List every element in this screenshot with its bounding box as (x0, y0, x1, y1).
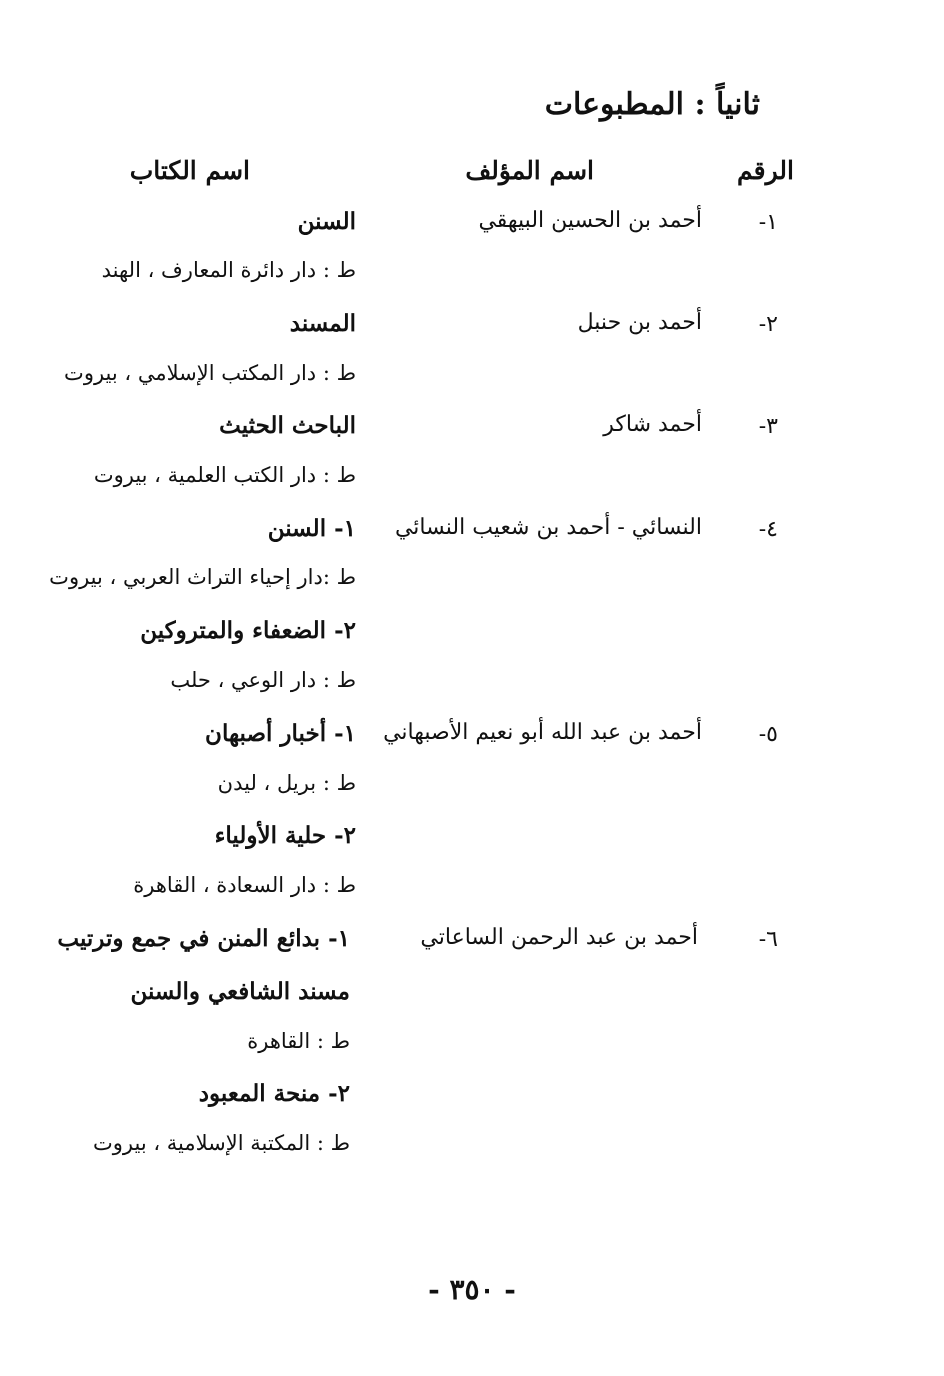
author-name: أحمد بن عبد الله أبو نعيم الأصبهاني (383, 720, 702, 745)
entry-number: ٤- (758, 517, 778, 542)
book-title: ١- السنن (267, 515, 356, 542)
publisher-info: ط : المكتبة الإسلامية ، بيروت (92, 1131, 350, 1155)
book-title: المسند (289, 310, 356, 337)
book-title: ٢- منحة المعبود (198, 1080, 350, 1107)
entry-number: ١- (758, 210, 778, 235)
entry-number: ٢- (758, 312, 778, 337)
publisher-info: ط : دار الكتب العلمية ، بيروت (93, 463, 356, 487)
author-name: أحمد بن حنبل (577, 310, 702, 335)
header-author: اسم المؤلف (465, 156, 594, 185)
entry-number: ٦- (758, 927, 778, 952)
book-title-continued: مسند الشافعي والسنن (130, 978, 350, 1005)
publisher-info: ط : دار المكتب الإسلامي ، بيروت (64, 361, 356, 385)
publisher-info: ط : بريل ، ليدن (217, 771, 356, 795)
author-name: النسائي - أحمد بن شعيب النسائي (394, 515, 702, 540)
section-title: ثانياً : المطبوعات (544, 87, 760, 122)
publisher-info: ط : القاهرة (247, 1029, 350, 1053)
publisher-info: ط : دار دائرة المعارف ، الهند (101, 258, 356, 282)
header-book-title: اسم الكتاب (129, 156, 250, 185)
entry-number: ٥- (758, 722, 778, 747)
book-title: الباحث الحثيث (219, 412, 356, 439)
author-name: أحمد شاكر (603, 412, 702, 437)
book-title: السنن (297, 208, 356, 235)
book-title: ١- أخبار أصبهان (205, 720, 356, 747)
publisher-info: ط :دار إحياء التراث العربي ، بيروت (49, 565, 356, 589)
header-number: الرقم (737, 156, 794, 185)
publisher-info: ط : دار الوعي ، حلب (170, 668, 356, 692)
book-title: ٢- حلية الأولياء (214, 822, 356, 849)
author-name: أحمد بن عبد الرحمن الساعاتي (420, 925, 698, 950)
page-number: - ٣٥٠ - (428, 1273, 516, 1306)
book-title: ١- بدائع المنن في جمع وترتيب (57, 925, 350, 952)
entry-number: ٣- (758, 414, 778, 439)
book-title: ٢- الضعفاء والمتروكين (140, 617, 356, 644)
publisher-info: ط : دار السعادة ، القاهرة (133, 873, 356, 897)
author-name: أحمد بن الحسين البيهقي (478, 208, 702, 233)
